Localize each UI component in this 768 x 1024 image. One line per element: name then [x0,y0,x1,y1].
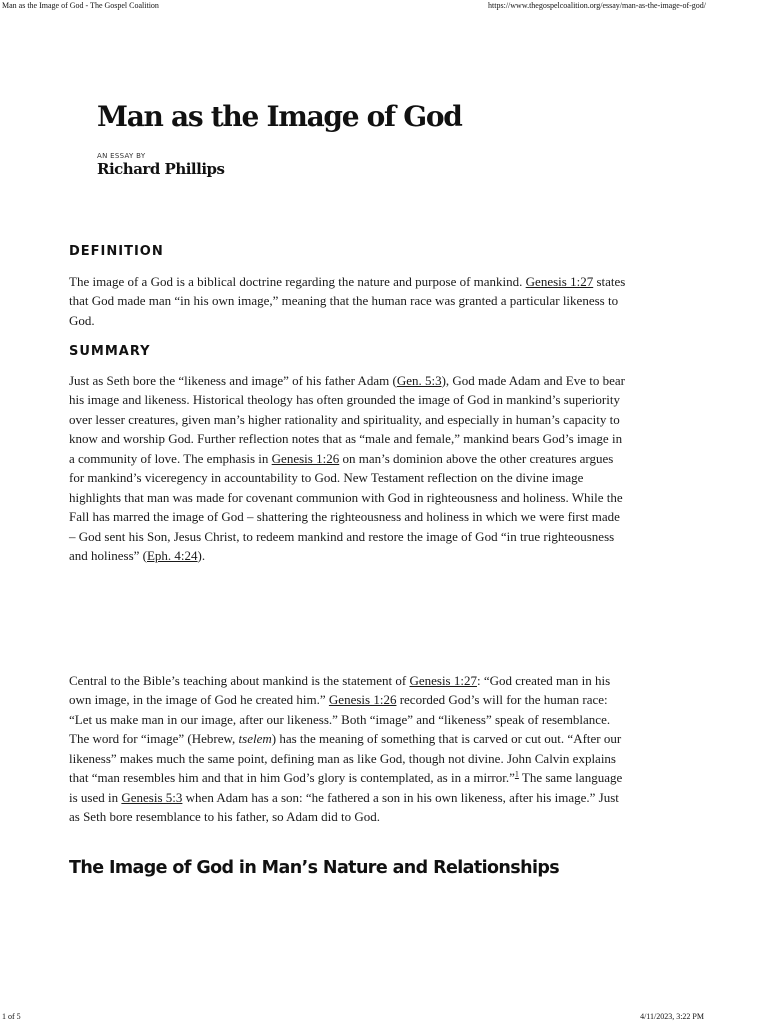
page-number: 1 of 5 [2,1012,21,1021]
print-date: 4/11/2023, 3:22 PM [640,1012,704,1021]
body-paragraph: Central to the Bible’s teaching about mankind is the statement of Genesis 1:27: “God created man in his own image, in the image of God he created him.” Genesis 1:26 recorded God’s will for the human race: “Let us make man in our image, after our likeness.” Both “image” and “likeness” speak of resemblance. The word for “image” (Hebrew, tselem) has the meaning of something that is carved or cut out. “After our likeness” makes much the same point, defining man as like God, though not divine. John Calvin explains that “man resembles him and that in him God’s glory is contemplated, as in a mirror.”$^1$ The same language is used in Genesis 5:3 when Adam has a son: “he fathered a son in his own likeness, after his image.” Just as Seth bore resemblance to his father, so Adam did to God. [69,673,623,825]
summary-heading: SUMMARY [69,344,151,359]
definition-paragraph: The image of a God is a biblical doctrine regarding the nature and purpose of mankind. Genesis 1:27 states that God made man “in his own image,” meaning that the human race was granted a particular likeness to God. [69,274,626,328]
gen-5-3-link[interactable]: Gen. 5:3 [396,373,442,388]
definition-heading: DEFINITION [69,244,164,259]
genesis-1-27-link[interactable]: Genesis 1:27 [525,274,594,289]
print-footer [0,1012,768,1024]
genesis-1-26-link[interactable]: Genesis 1:26 [328,692,397,708]
summary-paragraph: Just as Seth bore the “likeness and image” of his father Adam (Gen. 5:3), God made Adam and Eve to bear his image and likeness. Historical theology has often grounded the image of God in mankind’s superiority over lesser creatures, given man’s higher rationality and spirituality, and especially in human’s capacity to know and worship God. Further reflection notes that as “male and female,” mankind bears God’s image in a community of love. The emphasis in Genesis 1:26 on man’s dominion above the other creatures argues for mankind’s viceregency in accountability to God. New Testament reflection on the divine image highlights that man was made for covenant communion with God in righteousness and holiness. While the Fall has marred the image of God – shattering the righteousness and holiness in which we were first made – God sent his Son, Jesus Christ, to redeem mankind and restore the image of God “in true righteousness and holiness” (Eph. 4:24). [69,373,625,564]
genesis-1-26-link[interactable]: Genesis 1:26 [271,450,340,466]
print-header [0,0,768,12]
print-page-title: Man as the Image of God - The Gospel Coalition [2,1,159,10]
section-heading: The Image of God in Man’s Nature and Relationships [69,858,560,878]
footnote-1-link[interactable]: 1 [514,769,519,779]
print-url: https://www.thegospelcoalition.org/essay/man-as-the-image-of-god/ [488,1,706,10]
genesis-1-27-link[interactable]: Genesis 1:27 [409,673,477,688]
article-title: Man as the Image of God [97,100,462,133]
byline-label: AN ESSAY BY [97,152,146,160]
genesis-5-3-link[interactable]: Genesis 5:3 [121,789,183,805]
eph-4-24-link[interactable]: Eph. 4:24 [146,548,198,564]
hebrew-term: tselem [238,731,272,747]
author-name: Richard Phillips [97,160,225,178]
